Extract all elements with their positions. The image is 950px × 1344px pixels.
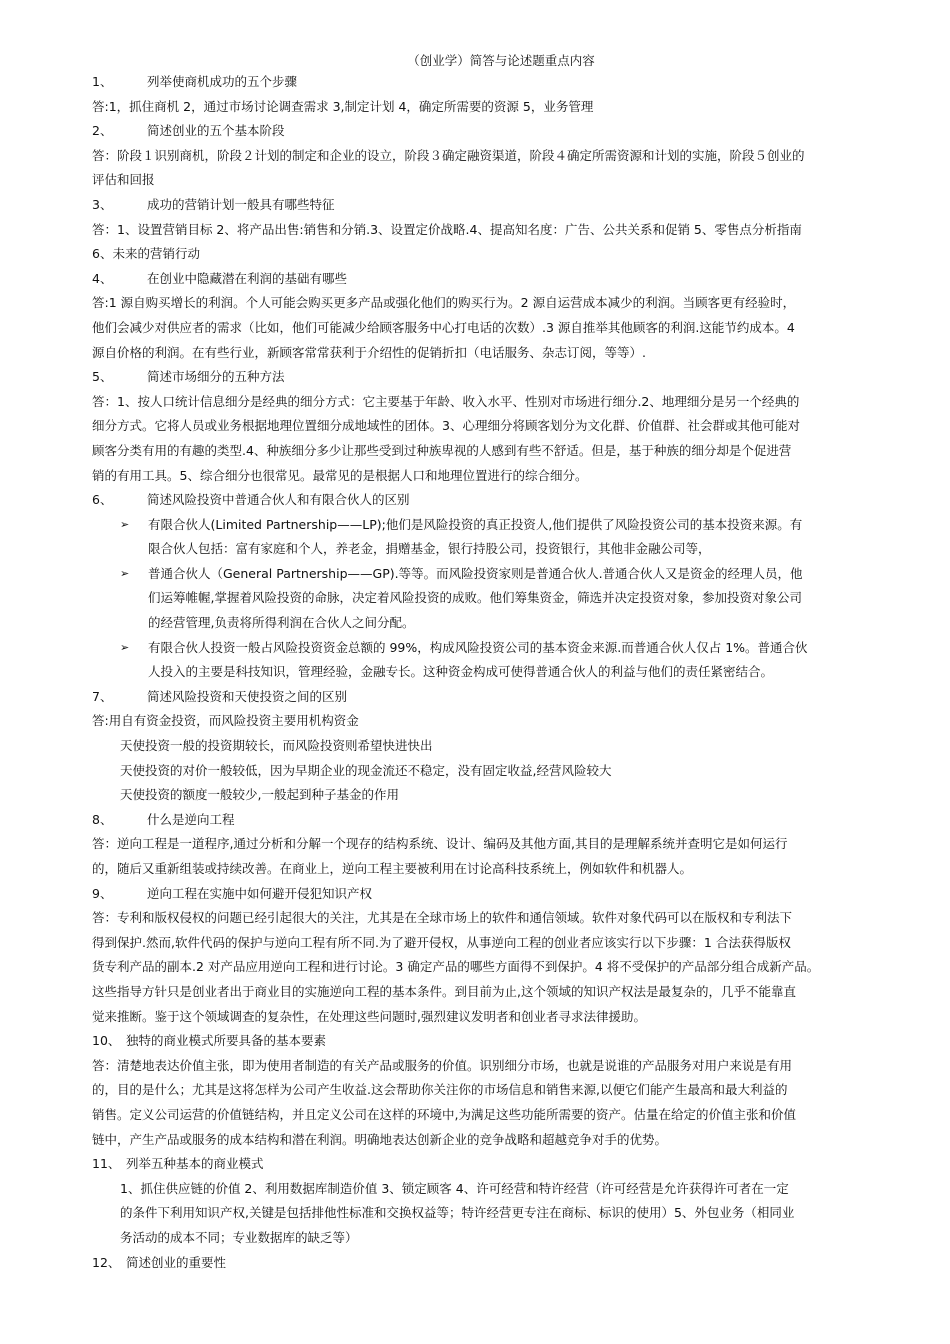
answer-line: 答：1、设置营销目标 2、将产品出售:销售和分销.3、设置定价战略.4、提高知名度：广告、公共关系和促销 5、零售点分析指南 [92, 221, 802, 237]
answer-line: 6、未来的营销行动 [92, 246, 200, 262]
bullet-continuation: 限合伙人包括：富有家庭和个人，养老金，捐赠基金，银行持股公司，投资银行，其他非金融公司等， [148, 541, 711, 557]
question-text: 简述风险投资和天使投资之间的区别 [147, 688, 348, 704]
answer-line: 天使投资一般的投资期较长，而风险投资则希望快进快出 [120, 738, 433, 754]
answer-line: 天使投资的额度一般较少,一般起到种子基金的作用 [120, 787, 399, 803]
question-text: 列举使商机成功的五个步骤 [147, 74, 298, 89]
question-text: 什么是逆向工程 [147, 811, 235, 827]
answer-line: 这些指导方针只是创业者出于商业目的实施逆向工程的基本条件。到目前为止,这个领域的知识产权法是最复杂的，几乎不能靠直 [92, 983, 796, 999]
answer-line: 源自价格的利润。在有些行业，新顾客常常获利于介绍性的促销折扣（电话服务、杂志订阅，等等）. [92, 344, 646, 360]
question-number: 12、 [92, 1254, 121, 1270]
question-heading [92, 1029, 910, 1054]
question-number: 11、 [92, 1156, 121, 1172]
question-text: 简述风险投资中普通合伙人和有限合伙人的区别 [147, 492, 410, 508]
answer-line: 他们会减少对供应者的需求（比如，他们可能减少给顾客服务中心打电话的次数）.3 源自推举其他顾客的利润.这能节约成本。4 [92, 319, 795, 335]
answer-line: 评估和回报 [92, 172, 155, 188]
question-heading [92, 1251, 910, 1276]
question-heading [92, 808, 910, 833]
question-heading [92, 882, 910, 907]
answer-line: 答：1、按人口统计信息细分是经典的细分方式：它主要基于年龄、收入水平、性别对市场进行细分.2、地理细分是另一个经典的 [92, 393, 800, 409]
answer-line: 销售。定义公司运营的价值链结构，并且定义公司在这样的环境中,为满足这些功能所需要的资产。估量在给定的价值主张和价值 [92, 1106, 796, 1122]
answer-line: 销的有用工具。5、综合细分也很常见。最常见的是根据人口和地理位置进行的综合细分。 [92, 467, 588, 483]
question-text: 在创业中隐藏潜在利润的基础有哪些 [147, 270, 348, 286]
question-text: 简述创业的五个基本阶段 [147, 123, 285, 139]
answer-line: 1、抓住供应链的价值 2、利用数据库制造价值 3、锁定顾客 4、许可经营和特许经营（许可经营是允许获得许可者在一定 [120, 1180, 789, 1196]
answer-line: 觉来推断。鉴于这个领域调查的复杂性，在处理这些问题时,强烈建议发明者和创业者寻求法律援助。 [92, 1008, 646, 1024]
question-heading [92, 267, 910, 292]
bullet-text: 有限合伙人投资一般占风险投资资金总额的 99%，构成风险投资公司的基本资金来源.而普通合伙人仅占 1%。普通合伙 [148, 639, 808, 655]
arrow-bullet-icon: ➢ [120, 566, 130, 580]
question-text: 成功的营销计划一般具有哪些特征 [147, 196, 335, 212]
question-text: 简述市场细分的五种方法 [147, 369, 285, 385]
question-heading [92, 488, 910, 513]
question-number: 7、 [92, 688, 113, 704]
question-heading [92, 365, 910, 390]
arrow-bullet-icon: ➢ [120, 517, 130, 531]
answer-line: 答:1 源自购买增长的利润。个人可能会购买更多产品或强化他们的购买行为。2 源自运营成本减少的利润。当顾客更有经验时， [92, 295, 796, 311]
question-heading [92, 685, 910, 710]
arrow-bullet-icon: ➢ [120, 640, 130, 654]
page-title: （创业学）简答与论述题重点内容 [407, 53, 595, 68]
question-number: 2、 [92, 123, 113, 139]
question-number: 1、 [92, 74, 113, 89]
answer-line: 货专利产品的副本.2 对产品应用逆向工程和进行讨论。3 确定产品的哪些方面得不到保护。4 将不受保护的产品部分组合成新产品。 [92, 959, 820, 975]
question-heading [92, 119, 910, 144]
bullet-continuation: 人投入的主要是科技知识，管理经验，金融专长。这种资金构成可使得普通合伙人的利益与他们的责任紧密结合。 [148, 664, 774, 680]
document-page [92, 52, 910, 1275]
answer-line: 细分方式。它将人员或业务根据地理位置细分成地域性的团体。3、心理细分将顾客划分为文化群、价值群、社会群或其他可能对 [92, 418, 800, 434]
bullet-text: 有限合伙人(Limited Partnership——LP);他们是风险投资的真正投资人,他们提供了风险投资公司的基本投资来源。有 [148, 516, 803, 532]
question-number: 10、 [92, 1033, 121, 1049]
answer-line: 答:用自有资金投资，而风险投资主要用机构资金 [92, 713, 359, 729]
question-number: 5、 [92, 369, 113, 385]
answer-line: 的，随后又重新组装或持续改善。在商业上，逆向工程主要被利用在讨论高科技系统上，例如软件和机器人。 [92, 861, 693, 876]
question-number: 3、 [92, 196, 113, 212]
answer-line: 答：清楚地表达价值主张，即为使用者制造的有关产品或服务的价值。识别细分市场，也就是说谁的产品服务对用户来说是有用 [92, 1057, 793, 1073]
answer-line: 答:1，抓住商机 2，通过市场讨论调查需求 3,制定计划 4，确定所需要的资源 5，业务管理 [92, 98, 594, 114]
question-number: 6、 [92, 492, 113, 508]
bullet-continuation: 们运筹帷幄,掌握着风险投资的命脉，决定着风险投资的成败。他们筹集资金，筛选并决定投资对象，参加投资对象公司 [148, 590, 802, 606]
question-text: 简述创业的重要性 [126, 1254, 227, 1270]
question-number: 8、 [92, 811, 113, 827]
question-heading [92, 70, 910, 95]
question-heading [92, 1152, 910, 1177]
bullet-continuation: 的经营管理,负责将所得利润在合伙人之间分配。 [148, 615, 415, 631]
answer-line: 的条件下利用知识产权,关键是包括排他性标准和交换权益等；特许经营更专注在商标、标识的使用）5、外包业务（相同业 [120, 1205, 795, 1221]
answer-line: 顾客分类有用的有趣的类型.4、种族细分多少让那些受到过种族卑视的人感到有些不舒适。但是，基于种族的细分却是个促进营 [92, 442, 792, 458]
bullet-item [92, 562, 910, 587]
bullet-item [92, 636, 910, 661]
question-text: 逆向工程在实施中如何避开侵犯知识产权 [147, 885, 373, 901]
answer-line: 答：阶段１识别商机，阶段２计划的制定和企业的设立，阶段３确定融资渠道，阶段４确定所需资源和计划的实施，阶段５创业的 [92, 147, 805, 163]
answer-line: 务活动的成本不同；专业数据库的缺乏等） [120, 1229, 358, 1245]
answer-line: 答：逆向工程是一道程序,通过分析和分解一个现存的结构系统、设计、编码及其他方面,其目的是理解系统并查明它是如何运行 [92, 836, 788, 852]
answer-line: 链中，产生产品或服务的成本结构和潜在利润。明确地表达创新企业的竞争战略和超越竞争对手的优势。 [92, 1131, 668, 1147]
answer-line: 得到保护.然而,软件代码的保护与逆向工程有所不同.为了避开侵权，从事逆向工程的创业者应该实行以下步骤：1 合法获得版权 [92, 934, 791, 950]
bullet-text: 普通合伙人（General Partnership——GP).等等。而风险投资家则是普通合伙人.普通合伙人又是资金的经理人员，他 [148, 565, 803, 581]
question-number: 9、 [92, 885, 113, 901]
question-number: 4、 [92, 270, 113, 286]
answer-line: 的，目的是什么；尤其是这将怎样为公司产生收益.这会帮助你关注你的市场信息和销售来源,以便它们能产生最高和最大利益的 [92, 1082, 788, 1098]
bullet-item [92, 513, 910, 538]
question-heading [92, 193, 910, 218]
question-text: 独特的商业模式所要具备的基本要素 [126, 1033, 327, 1049]
question-text: 列举五种基本的商业模式 [126, 1156, 264, 1172]
answer-line: 答：专利和版权侵权的问题已经引起很大的关注，尤其是在全球市场上的软件和通信领域。软件对象代码可以在版权和专利法下 [92, 910, 793, 926]
answer-line: 天使投资的对价一般较低，因为早期企业的现金流还不稳定，没有固定收益,经营风险较大 [120, 762, 612, 778]
